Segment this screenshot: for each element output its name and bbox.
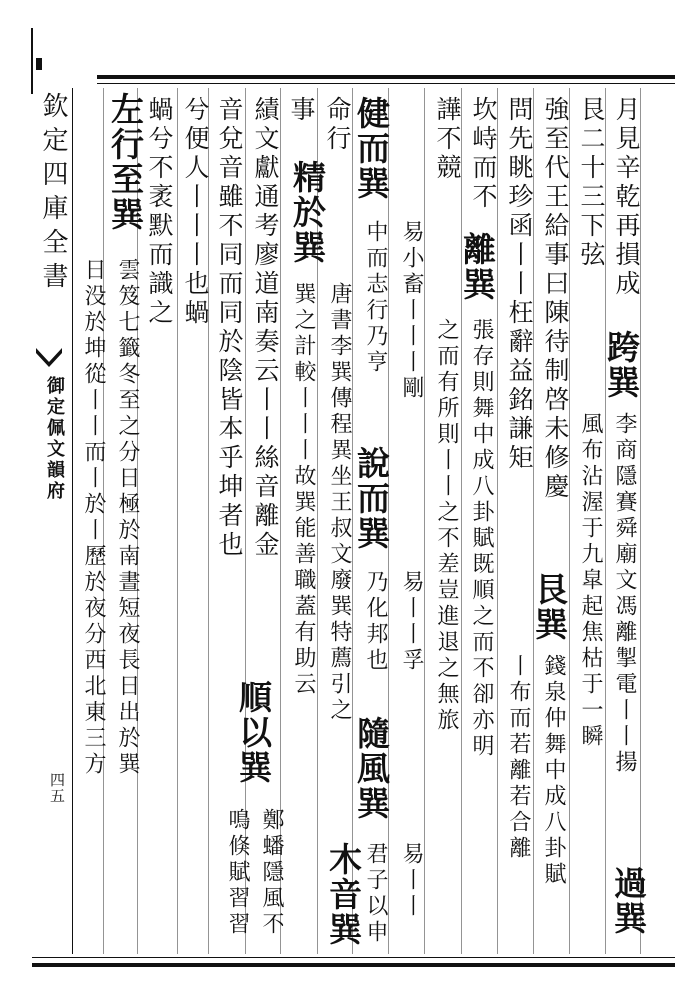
text-column: 強至代王給事曰陳待制啓未修慶 [541,96,570,502]
note-kuaxun-2: 風布沾渥于九皐起焦枯于一瞬 [578,412,603,750]
headword-zuoxingzhixun: 左行至巽 [106,92,145,232]
headword-muyinxun: 木音巽 [324,842,363,947]
note-jianerxun: 中而志行乃亨 [363,220,388,376]
text-column: 事 [287,96,316,125]
note-suifengxun-pre: 易丨丨 [399,842,424,920]
text-column: 兮便人丨丨丨也蝸 [181,96,210,328]
headword-jianerxun: 健而巽 [352,96,391,201]
note-jingyuxun: 唐書李巽傳程異坐王叔文廢巽特薦引之 [327,282,352,724]
outer-left-line [31,28,33,94]
bottom-border-thick [32,963,675,967]
margin-divider [72,88,73,954]
note-jianerxun-pre: 易小畜丨丨丨剛 [399,220,424,402]
text-column: 問先眺珍函丨丨枉辭益銘謙矩 [505,96,534,473]
text-column: 績文獻通考廖道南奏云丨丨絲音離金 [251,96,280,560]
note-shuoerxun: 乃化邦也 [363,570,388,674]
note-shunyixun-2: 鳴倏賦習習 [225,808,250,938]
note-shunyixun: 鄭蟠隱風不 [259,808,284,938]
text-column: 命行 [323,96,352,154]
headword-guoxun: 過巽 [609,866,648,936]
text-column: 音兌音雖不同而同於陰皆本乎坤者也 [215,96,244,560]
text-column: 艮二十三下弦 [577,96,606,270]
left-mark [36,58,42,70]
headword-genxun: 艮巽 [530,572,569,642]
headword-kuaxun: 跨巽 [602,330,641,400]
note-jingyuxun-2: 巽之計較丨丨丨故巽能善職蓋有助云 [291,282,316,698]
top-border-thin [97,83,675,84]
note-genxun-2: 丨布而若離若合離 [506,654,531,862]
text-column: 譁不競 [433,96,462,183]
text-column: 日没於坤從丨丨而丨於丨歷於夜分西北東三方 [81,258,106,778]
column-divider [461,88,462,954]
note-lixun-2: 之而有所則丨丨之不差豈進退之無旅 [434,318,459,734]
note-kuaxun: 李商隱賽舜廟文馮離掣電丨丨揚 [612,412,637,776]
headword-suifengxun: 隨風巽 [352,716,391,821]
column-divider [497,88,498,954]
column-divider [424,88,425,954]
note-shuoerxun-pre: 易丨丨孚 [399,570,424,674]
headword-lixun: 離巽 [458,232,497,302]
note-lixun: 張存則舞中成八卦賦既順之而不卻亦明 [469,318,494,760]
fishtail-mark-icon [36,348,62,374]
note-genxun: 錢泉仲舞中成八卦賦 [541,654,566,888]
note-zuoxingzhixun: 雲笈七籤冬至之分日極於南晝短夜長日出於巽 [115,258,140,778]
margin-title: 欽定四庫全書 [38,92,68,296]
headword-shunyixun: 順以巽 [234,680,273,785]
margin-page-number: 四五 [48,772,66,804]
top-border-thick [97,75,675,79]
note-suifengxun: 君子以申 [363,842,388,946]
bottom-border-thin [32,957,675,958]
headword-jingyuxun: 精於巽 [288,160,327,265]
margin-book-title: 御定佩文韻府 [44,376,65,502]
text-column: 坎峙而不 [469,96,498,212]
headword-shuoerxun: 說而巽 [352,446,391,551]
text-column: 蝸兮不袤默而識之 [145,96,174,328]
text-column: 月見辛乾再損成 [612,96,641,299]
